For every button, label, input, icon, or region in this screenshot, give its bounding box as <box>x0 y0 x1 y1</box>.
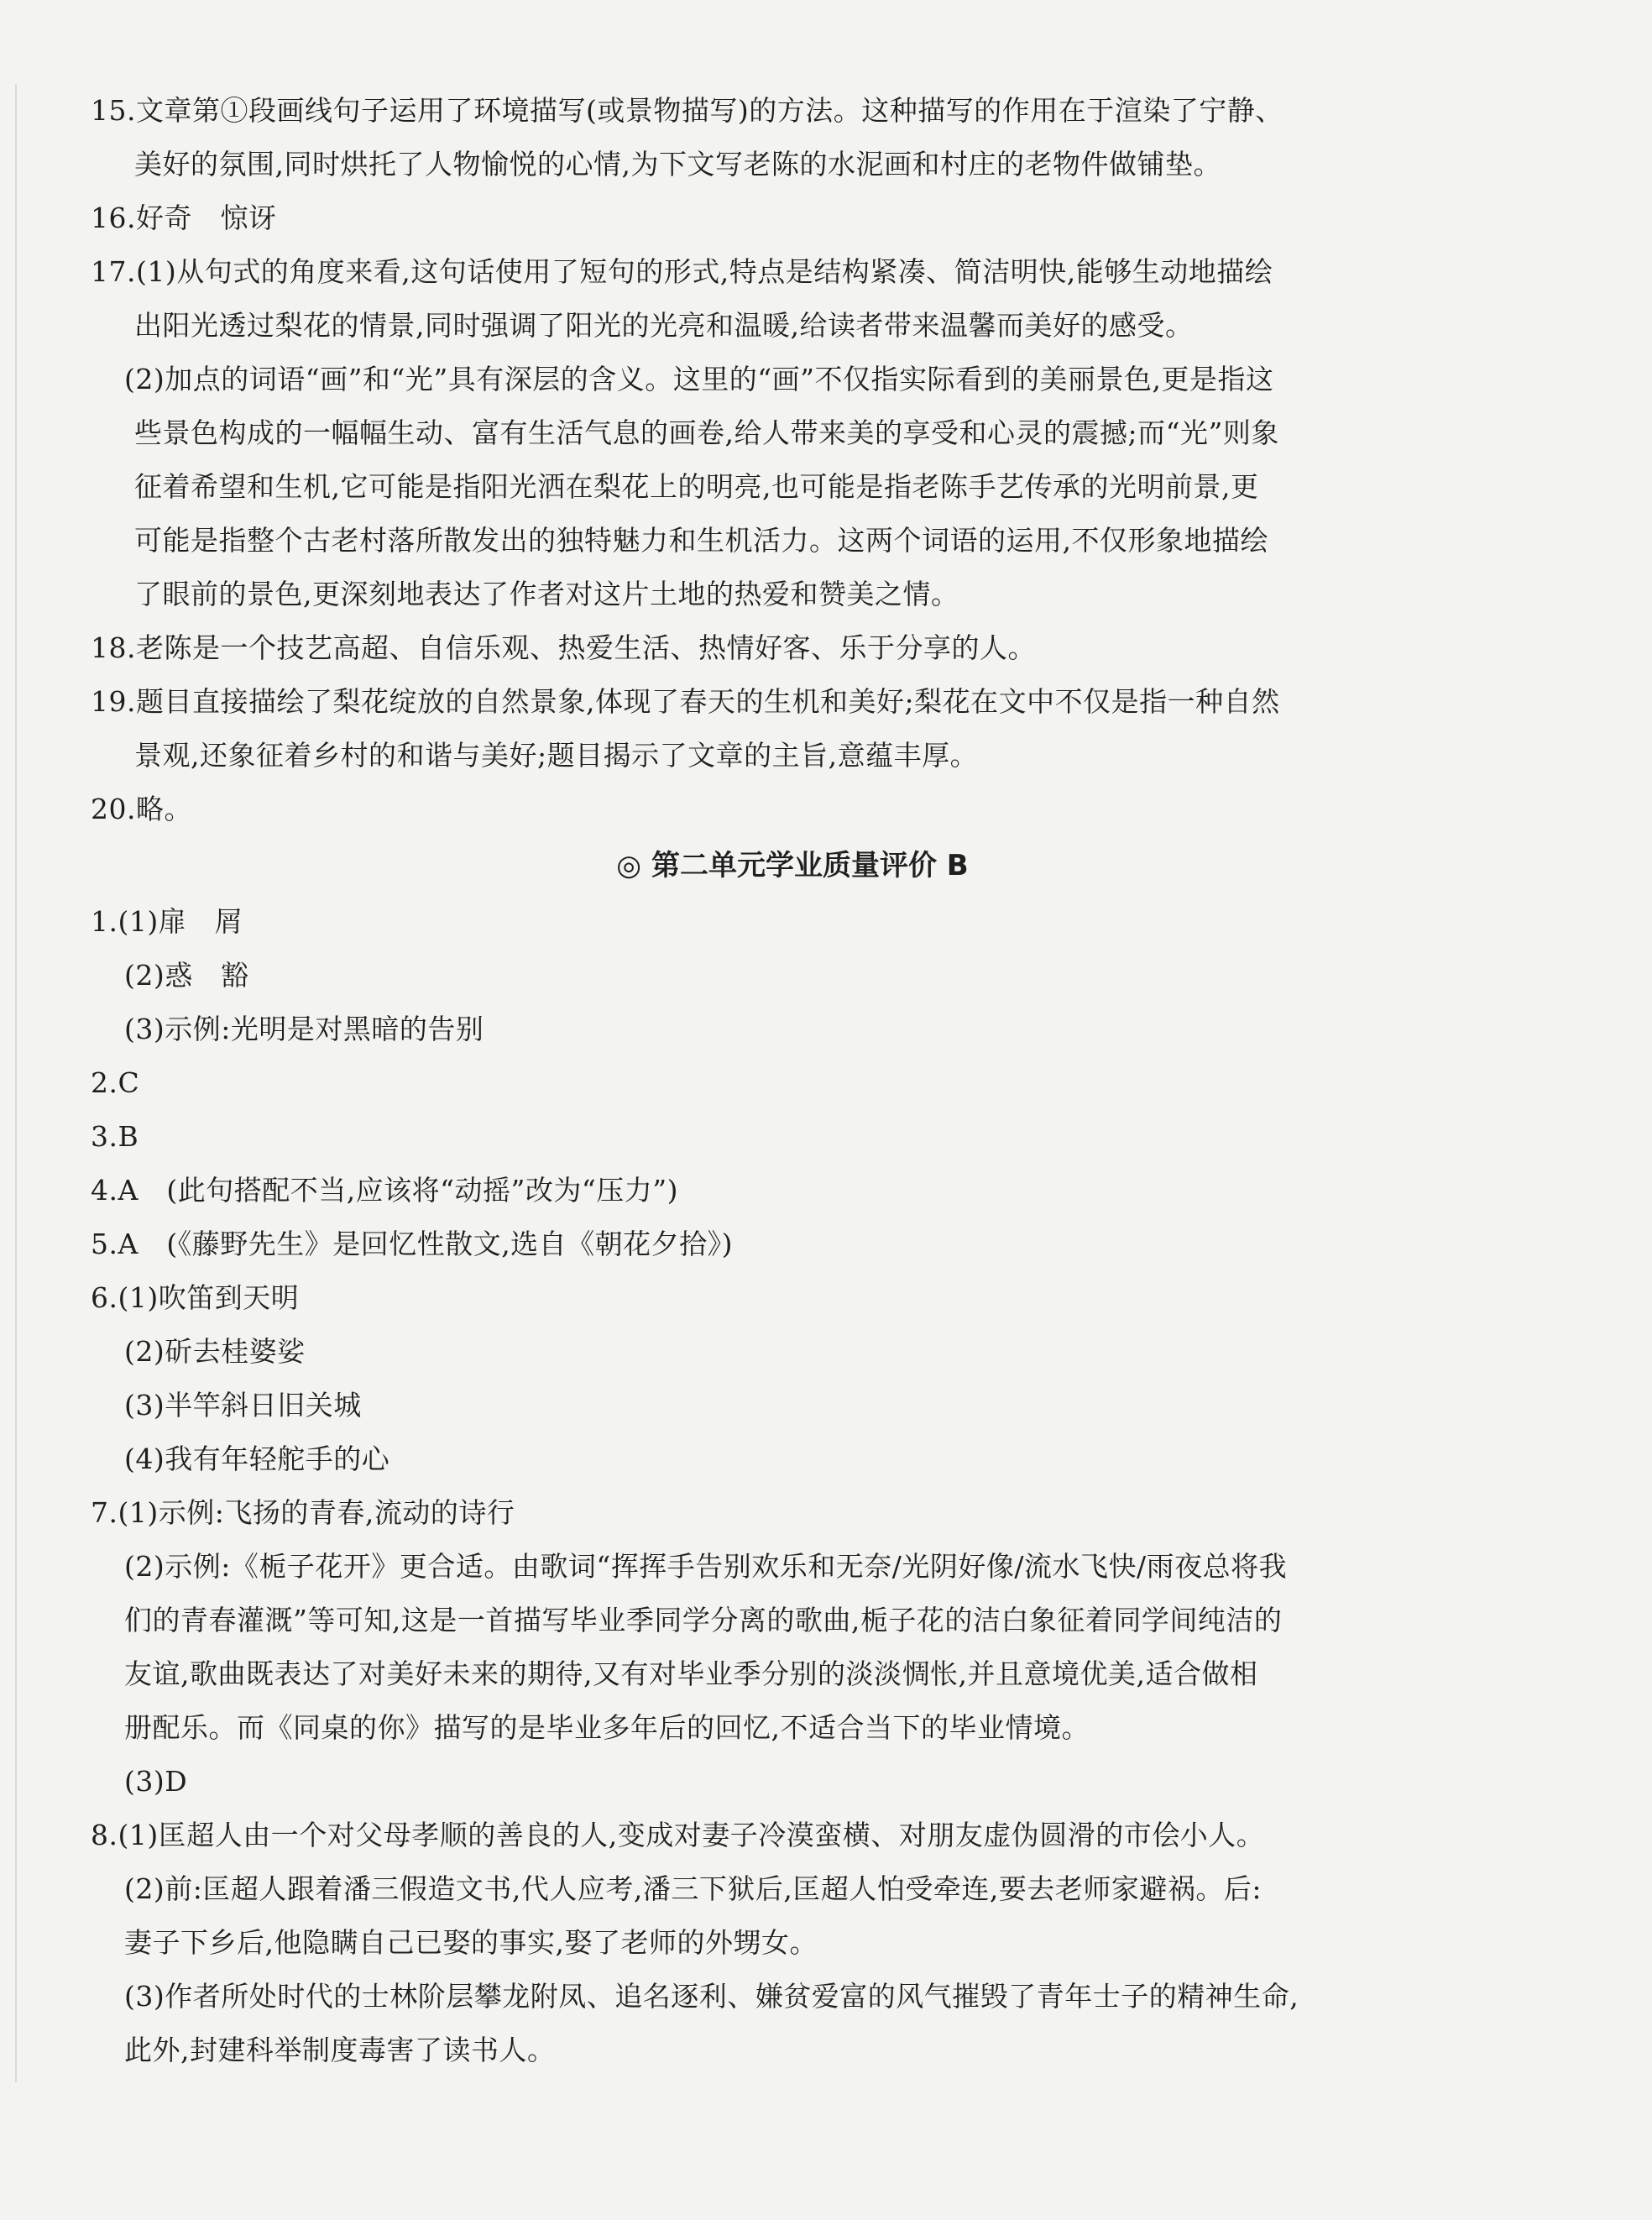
answer-17-2-line-5: 了眼前的景色,更深刻地表达了作者对这片土地的热爱和赞美之情。 <box>134 578 959 610</box>
b-answer-8-2-line-1: (2)前:匡超人跟着潘三假造文书,代人应考,潘三下狱后,匡超人怕受牵连,要去老师家避祸。后: <box>124 1872 1262 1905</box>
circle-symbol: ◎ <box>616 849 641 882</box>
b-answer-3: 3.B <box>91 1120 139 1153</box>
answer-19-line-1: 19.题目直接描绘了梨花绽放的自然景象,体现了春天的生机和美好;梨花在文中不仅是指一种自然 <box>91 685 1280 718</box>
answer-17-2-line-2: 些景色构成的一幅幅生动、富有生活气息的画卷,给人带来美的享受和心灵的震撼;而“光”则象 <box>134 416 1279 449</box>
b-answer-8-3-line-2: 此外,封建科举制度毒害了读书人。 <box>124 2034 556 2066</box>
answer-page <box>91 84 1494 2077</box>
answer-19-line-2: 景观,还象征着乡村的和谐与美好;题目揭示了文章的主旨,意蕴丰厚。 <box>134 739 979 772</box>
b-answer-8-3-line-1: (3)作者所处时代的士林阶层攀龙附凤、追名逐利、嫌贫爱富的风气摧毁了青年士子的精神生命, <box>124 1980 1299 2013</box>
answer-17-1-line-1: 17.(1)从句式的角度来看,这句话使用了短句的形式,特点是结构紧凑、简洁明快,能够生动地描绘 <box>91 255 1273 288</box>
b-answer-1-2: (2)惑 豁 <box>124 959 249 992</box>
b-answer-6-2: (2)斫去桂婆娑 <box>124 1335 306 1368</box>
b-answer-6-3: (3)半竿斜日旧关城 <box>124 1389 362 1422</box>
b-answer-7-2-line-3: 友谊,歌曲既表达了对美好未来的期待,又有对毕业季分别的淡淡惆怅,并且意境优美,适合做相 <box>124 1657 1258 1690</box>
page-margin-rule <box>15 84 17 2082</box>
b-answer-7-1: 7.(1)示例:飞扬的青春,流动的诗行 <box>91 1496 515 1529</box>
b-answer-7-2-line-1: (2)示例:《栀子花开》更合适。由歌词“挥挥手告别欢乐和无奈/光阴好像/流水飞快/雨夜总将我 <box>124 1550 1288 1583</box>
answer-17-2-line-1: (2)加点的词语“画”和“光”具有深层的含义。这里的“画”不仅指实际看到的美丽景色,更是指这 <box>124 363 1274 395</box>
b-answer-6-4: (4)我有年轻舵手的心 <box>124 1442 390 1475</box>
answer-16: 16.好奇 惊讶 <box>91 202 277 234</box>
answer-17-2-line-3: 征着希望和生机,它可能是指阳光洒在梨花上的明亮,也可能是指老陈手艺传承的光明前景,更 <box>134 470 1259 503</box>
b-answer-8-2-line-2: 妻子下乡后,他隐瞒自己已娶的事实,娶了老师的外甥女。 <box>124 1926 818 1959</box>
b-answer-5: 5.A (《藤野先生》是回忆性散文,选自《朝花夕拾》) <box>91 1228 734 1260</box>
answer-17-2-line-4: 可能是指整个古老村落所散发出的独特魅力和生机活力。这两个词语的运用,不仅形象地描绘 <box>134 524 1268 557</box>
b-answer-1-3: (3)示例:光明是对黑暗的告别 <box>124 1013 484 1045</box>
answer-15-line-2: 美好的氛围,同时烘托了人物愉悦的心情,为下文写老陈的水泥画和村庄的老物件做铺垫。 <box>134 148 1221 181</box>
b-answer-2: 2.C <box>91 1066 140 1099</box>
answer-15-line-1: 15.文章第①段画线句子运用了环境描写(或景物描写)的方法。这种描写的作用在于渲染了宁静、 <box>91 94 1283 127</box>
section-heading <box>91 836 1494 895</box>
b-answer-4: 4.A (此句搭配不当,应该将“动摇”改为“压力”) <box>91 1174 679 1207</box>
answer-20: 20.略。 <box>91 793 192 825</box>
answer-17-1-line-2: 出阳光透过梨花的情景,同时强调了阳光的光亮和温暖,给读者带来温馨而美好的感受。 <box>134 309 1194 342</box>
section-heading-text: 第二单元学业质量评价 B <box>651 849 969 882</box>
b-answer-7-2-line-4: 册配乐。而《同桌的你》描写的是毕业多年后的回忆,不适合当下的毕业情境。 <box>124 1711 1090 1744</box>
b-answer-7-2-line-2: 们的青春灌溉”等可知,这是一首描写毕业季同学分离的歌曲,栀子花的洁白象征着同学间纯洁的 <box>124 1604 1283 1636</box>
answer-18: 18.老陈是一个技艺高超、自信乐观、热爱生活、热情好客、乐于分享的人。 <box>91 631 1036 664</box>
b-answer-7-3: (3)D <box>124 1765 188 1798</box>
b-answer-1-1: 1.(1)扉 屑 <box>91 905 243 938</box>
b-answer-8-1: 8.(1)匡超人由一个对父母孝顺的善良的人,变成对妻子冷漠蛮横、对朋友虚伪圆滑的市侩小人。 <box>91 1819 1265 1851</box>
b-answer-6-1: 6.(1)吹笛到天明 <box>91 1281 300 1314</box>
